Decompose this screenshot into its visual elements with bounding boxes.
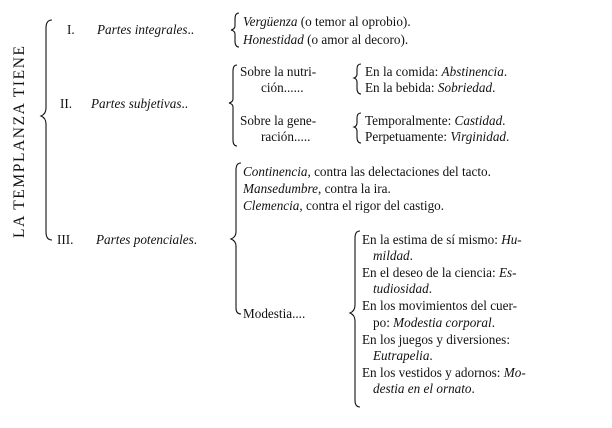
potencial-item-2 [243,181,391,196]
main-brace [41,20,52,240]
item-term: Eutrapelia [373,348,430,363]
potencial-item-1 [243,164,491,179]
item-term: Clemencia [243,198,300,213]
part-iii-dots: . [193,232,198,247]
modestia-item-5-line2 [373,381,475,396]
part-i-item-1 [243,14,411,29]
item-term: Continencia [243,164,308,179]
group-generacion-line1: Sobre la gene- [240,113,317,128]
item-post: . [428,281,432,296]
item-pre: Perpetuamente: [365,129,451,144]
item-post: . [502,113,506,128]
item-rest: , contra el rigor del castigo. [299,198,445,213]
generacion-item-2 [365,129,509,144]
part-i-numeral: I. [67,22,75,37]
group-nutricion-line2: ción...... [261,80,304,95]
brace-part-iii [231,163,241,314]
item-pre: Temporalmente: [365,113,455,128]
item-pre: En la bebida: [365,80,438,95]
item-term: Virginidad [450,129,507,144]
item-term: mildad [373,248,410,263]
item-pre: En el deseo de la ciencia: [362,265,499,280]
modestia-item-2-line2 [373,281,432,296]
item-term: Mo- [503,365,526,380]
brace-generacion [354,113,361,143]
part-i-item-2 [243,32,408,47]
group-nutricion-line1: Sobre la nutri- [240,64,317,79]
item-term: Honestidad [243,32,304,47]
modestia-item-3-line2 [373,315,495,330]
item-term: Vergüenza [243,14,298,29]
modestia-item-3-line1 [362,298,517,313]
potencial-item-3 [243,198,444,213]
group-generacion-line2: ración..... [261,129,311,144]
item-post: . [471,381,475,396]
modestia-item-5-line1 [362,365,526,380]
item-post: . [506,129,510,144]
nutricion-item-1 [365,64,507,79]
modestia-item-1-line2 [373,248,413,263]
brace-nutricion [354,64,361,94]
nutricion-item-2 [365,80,495,95]
item-rest: , contra la ira. [317,181,391,196]
brace-part-i [231,13,239,47]
item-pre: En la comida: [365,64,442,79]
part-ii-label [91,96,188,111]
part-i-label-text: Partes integrales [97,22,188,37]
part-ii-dots: .. [181,96,189,111]
part-iii-numeral: III. [57,232,74,247]
item-post: . [503,64,508,79]
modestia-label: Modestia.... [243,306,306,321]
vertical-title: LA TEMPLANZA TIENE [11,44,28,238]
part-i-dots: .. [187,22,195,37]
item-term: Sobriedad [437,80,493,95]
part-ii-label-text: Partes subjetivas [91,96,182,111]
modestia-item-2-line1 [362,265,517,280]
item-term: tudiosidad [373,281,429,296]
item-rest: , contra las delectaciones del tacto. [307,164,491,179]
item-pre: po: [373,315,394,330]
modestia-item-1-line1 [362,232,522,247]
modestia-item-4-line2 [373,348,433,363]
item-term: Es- [498,265,517,280]
brace-part-ii [229,65,237,146]
item-pre: En los vestidos y adornos: [362,365,504,380]
item-term: Modestia corporal [393,315,492,330]
item-term: Abstinencia [441,64,504,79]
item-pre: En los juegos y diversiones: [362,332,510,347]
item-post: . [409,248,413,263]
part-ii-numeral: II. [60,96,73,111]
item-term: Mansedumbre [243,181,318,196]
item-post: . [492,80,496,95]
part-iii-label [96,232,197,247]
item-pre: En la estima de sí mismo: [362,232,502,247]
item-term: destia en el ornato [373,381,472,396]
item-post: . [429,348,433,363]
part-i-label [97,22,194,37]
item-rest: (o amor al decoro). [303,32,409,47]
item-rest: (o temor al oprobio). [297,14,411,29]
brace-modestia [350,231,360,407]
item-pre: En los movimientos del cuer- [362,298,518,313]
generacion-item-1 [365,113,505,128]
part-iii-label-text: Partes potenciales [96,232,194,247]
modestia-item-4-line1 [362,332,510,347]
item-term: Hu- [501,232,522,247]
item-post: . [491,315,495,330]
item-term: Castidad [454,113,503,128]
